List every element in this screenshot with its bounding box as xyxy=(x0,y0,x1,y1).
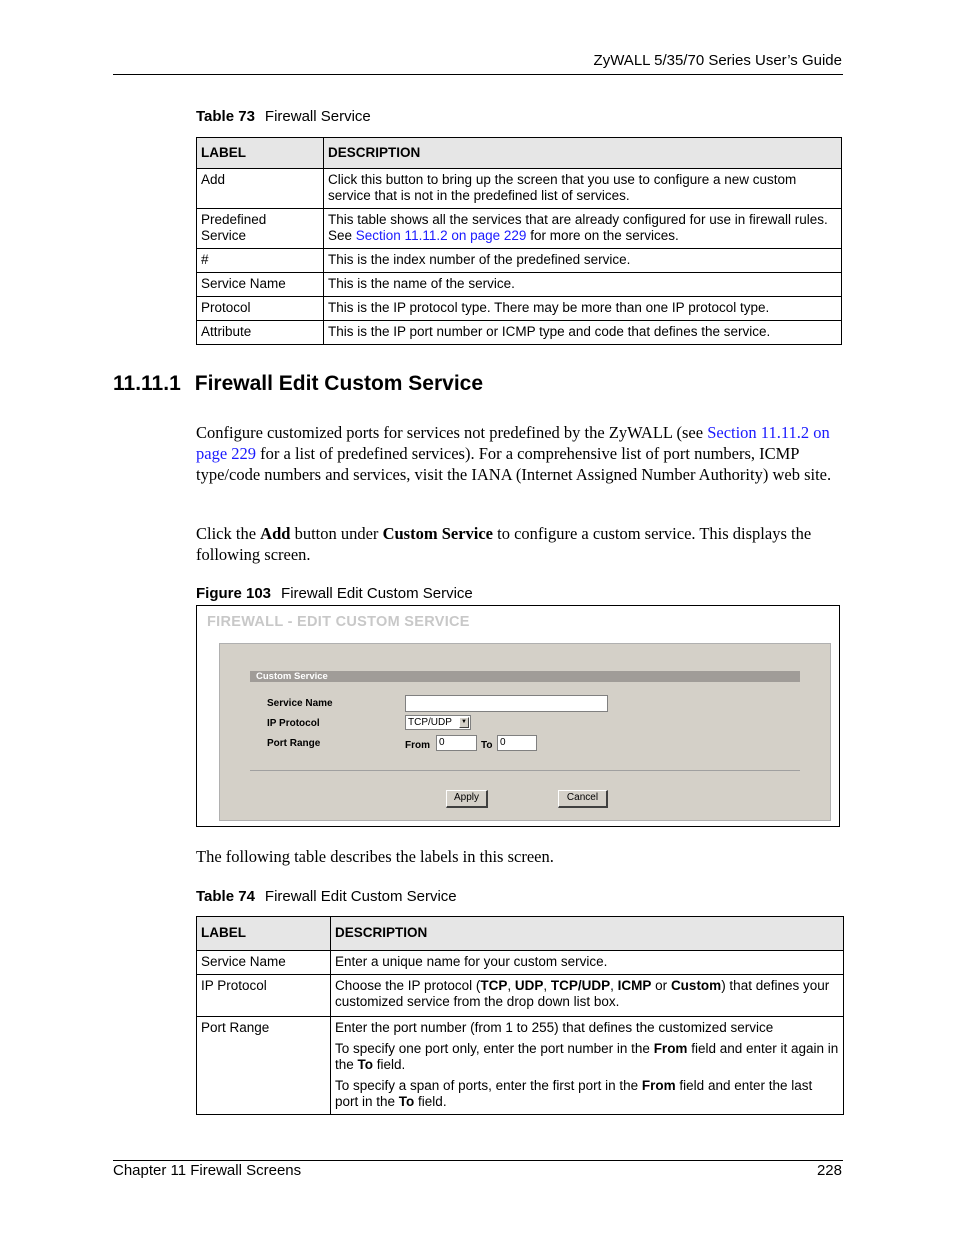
table-row xyxy=(197,297,842,321)
form-panel xyxy=(219,643,831,821)
row-label: # xyxy=(197,249,324,273)
table-row xyxy=(197,249,842,273)
row-description: This is the IP protocol type. There may be more than one IP protocol type. xyxy=(324,297,842,321)
table74 xyxy=(196,916,844,1115)
guide-title: ZyWALL 5/35/70 Series User’s Guide xyxy=(593,52,842,69)
service-name-label: Service Name xyxy=(267,698,333,709)
table-row xyxy=(197,951,844,975)
row-label: Service Name xyxy=(197,951,331,975)
figure-caption-title: Firewall Edit Custom Service xyxy=(281,585,473,602)
port-from-input[interactable]: 0 xyxy=(436,735,477,751)
ip-protocol-value: TCP/UDP xyxy=(408,717,452,728)
port-to-input[interactable]: 0 xyxy=(497,735,537,751)
footer-rule xyxy=(113,1160,843,1161)
section-title: Firewall Edit Custom Service xyxy=(194,372,484,395)
table73-caption-number: Table 73 xyxy=(196,108,255,125)
table73-header-description: DESCRIPTION xyxy=(324,138,842,169)
row-description: This is the name of the service. xyxy=(324,273,842,297)
table73-caption xyxy=(196,108,371,125)
row-description: This is the IP port number or ICMP type and code that defines the service. xyxy=(324,321,842,345)
section-band: Custom Service xyxy=(250,671,800,682)
section-link[interactable]: Section 11.11.2 on page 229 xyxy=(355,228,527,243)
table73-header-label: LABEL xyxy=(197,138,324,169)
table-row xyxy=(197,273,842,297)
section-heading xyxy=(113,372,483,396)
row-label: Attribute xyxy=(197,321,324,345)
row-description: Click this button to bring up the screen that you use to configure a new custom service that is not in the predefined list of services. xyxy=(324,169,842,209)
figure-caption-number: Figure 103 xyxy=(196,585,272,602)
row-description: This is the index number of the predefined service. xyxy=(324,249,842,273)
table73 xyxy=(196,137,842,345)
table74-header-description: DESCRIPTION xyxy=(331,917,844,951)
table-intro-paragraph: The following table describes the labels in this screen. xyxy=(196,847,554,866)
row-description: Choose the IP protocol (TCP, UDP, TCP/UDP, ICMP or Custom) that defines your customized service from the drop down list box. xyxy=(331,975,844,1017)
row-description: This table shows all the services that are already configured for use in firewall rules. See Section 11.11.2 on page 229 for more on the services. xyxy=(324,209,842,249)
table73-caption-title: Firewall Service xyxy=(264,108,371,125)
to-label: To xyxy=(481,740,493,751)
row-label: Port Range xyxy=(197,1017,331,1115)
table74-caption-title: Firewall Edit Custom Service xyxy=(264,888,457,905)
ip-protocol-label: IP Protocol xyxy=(267,718,320,729)
header-rule xyxy=(113,74,843,75)
page-number: 228 xyxy=(816,1162,842,1179)
figure-caption xyxy=(196,585,473,602)
row-label: IP Protocol xyxy=(197,975,331,1017)
section-link[interactable]: Section 11.11.2 on page 229 xyxy=(196,423,830,463)
row-label: Service Name xyxy=(197,273,324,297)
table-row xyxy=(197,1017,844,1115)
section-number: 11.11.1 xyxy=(113,372,181,395)
table-row xyxy=(197,169,842,209)
instruction-paragraph: Click the Add button under Custom Service to configure a custom service. This displays the following screen. xyxy=(196,524,812,564)
screen-title: FIREWALL - EDIT CUSTOM SERVICE xyxy=(207,614,470,630)
row-description: Enter a unique name for your custom service. xyxy=(331,951,844,975)
port-range-label: Port Range xyxy=(267,738,321,749)
table-row xyxy=(197,975,844,1017)
service-name-input[interactable] xyxy=(405,695,608,712)
table-row xyxy=(197,321,842,345)
intro-paragraph: Configure customized ports for services not predefined by the ZyWALL (see Section 11.11.2 on page 229 for a list of predefined services). For a comprehensive list of port numbers, ICMP type/code numbers and services, visit the IANA (Internet Assigned Number Authority) web site. xyxy=(196,423,832,484)
figure-screenshot xyxy=(196,605,840,827)
cancel-button[interactable]: Cancel xyxy=(558,790,608,808)
row-label: Predefined Service xyxy=(197,209,324,249)
table-row xyxy=(197,209,842,249)
row-label: Add xyxy=(197,169,324,209)
from-label: From xyxy=(405,740,430,751)
row-description: Enter the port number (from 1 to 255) that defines the customized service To specify one port only, enter the port number in the From field and enter it again in the To field. To specify a span of ports, enter the first port in the From field and enter the last port in the To field. xyxy=(331,1017,844,1115)
table74-header-label: LABEL xyxy=(197,917,331,951)
form-divider xyxy=(250,770,800,771)
ip-protocol-select[interactable] xyxy=(405,715,471,730)
table74-caption xyxy=(196,888,457,905)
chevron-down-icon[interactable]: ▼ xyxy=(459,717,469,728)
row-label: Protocol xyxy=(197,297,324,321)
apply-button[interactable]: Apply xyxy=(446,790,488,808)
table74-caption-number: Table 74 xyxy=(196,888,255,905)
chapter-title: Chapter 11 Firewall Screens xyxy=(113,1162,302,1179)
